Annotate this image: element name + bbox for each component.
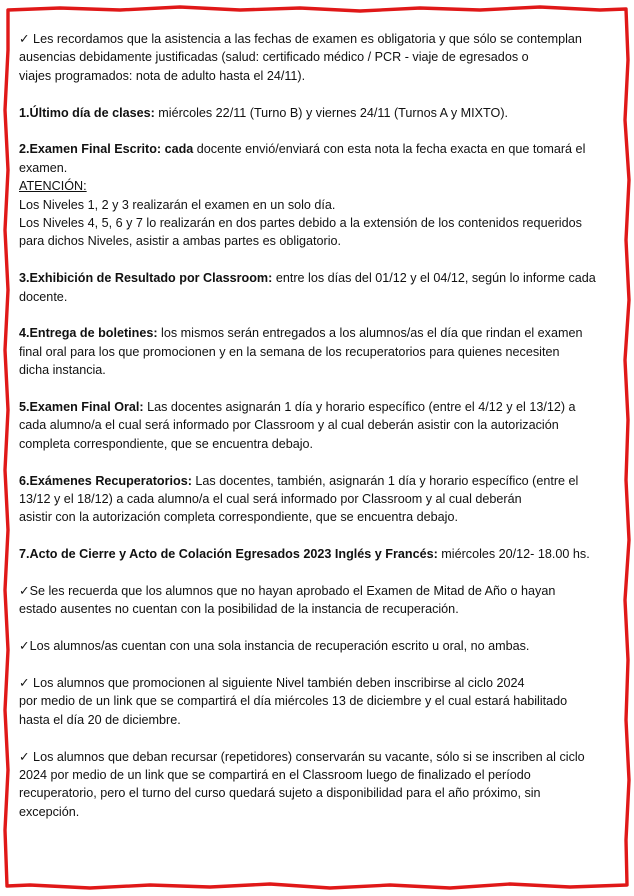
item-text: miércoles 22/11 (Turno B) y viernes 24/11 (Turnos A y MIXTO).	[154, 105, 509, 120]
item-text: dicha instancia.	[19, 363, 106, 378]
note-text: Se les recuerda que los alumnos que no hayan aprobado el Examen de Mitad de Año o hayan	[29, 584, 556, 599]
checkmark-icon: ✓	[19, 584, 30, 599]
item-text: final oral para los que promocionen y en la semana de los recuperatorios para quienes necesiten	[19, 344, 560, 359]
item-title: 1.Último día de clases:	[19, 105, 155, 120]
item-title: 3.Exhibición de Resultado por Classroom:	[19, 271, 273, 286]
note-repeaters	[19, 748, 617, 822]
intro-line: Les recordamos que la asistencia a las fechas de examen es obligatoria y que sólo se contemplan	[29, 32, 582, 46]
item-text: Los Niveles 1, 2 y 3 realizarán el examen en un solo día.	[19, 197, 336, 212]
note-text: Los alumnos que deban recursar (repetidores) conservarán su vacante, sólo si se inscriben al ciclo	[29, 749, 585, 764]
item-title: 7.Acto de Cierre y Acto de Colación Egresados 2023 Inglés y Francés:	[19, 547, 438, 562]
item-text: completa correspondiente, que se encuentra debajo.	[19, 436, 314, 451]
intro-line: viajes programados: nota de adulto hasta el 24/11).	[19, 68, 306, 83]
item-title: 4.Entrega de boletines:	[19, 326, 158, 341]
note-text: recuperatorio, pero el turno del curso quedará sujeto a disponibilidad para el año próximo, sin	[19, 786, 541, 801]
item-oral-exam	[19, 398, 617, 453]
item-text: Los Niveles 4, 5, 6 y 7 lo realizarán en dos partes debido a la extensión de los contenidos requeridos	[19, 216, 582, 231]
item-title: 2.Examen Final Escrito: cada	[19, 142, 194, 157]
note-text: Los alumnos/as cuentan con una sola instancia de recuperación escrito u oral, no ambas.	[29, 639, 530, 654]
item-results-classroom	[19, 269, 617, 306]
item-text: docente envió/enviará con esta nota la fecha exacta en que tomará el	[193, 142, 586, 157]
item-text: Las docentes asignarán 1 día y horario específico (entre el 4/12 y el 13/12) a	[143, 400, 576, 415]
note-text: estado ausentes no cuentan con la posibilidad de la instancia de recuperación.	[19, 602, 459, 617]
item-text: los mismos serán entregados a los alumnos/as el día que rindan el examen	[157, 326, 583, 341]
item-title: 5.Examen Final Oral:	[19, 400, 144, 415]
attention-label: ATENCIÓN:	[19, 179, 87, 194]
note-text: 2024 por medio de un link que se compartirá en el Classroom luego de finalizado el período	[19, 768, 531, 783]
item-written-exam	[19, 140, 617, 250]
item-text: para dichos Niveles, asistir a ambas partes es obligatorio.	[19, 234, 341, 249]
item-last-class-day	[19, 104, 617, 122]
note-midyear-exam	[19, 582, 617, 619]
intro-line: ausencias debidamente justificadas (salud: certificado médico / PCR - viaje de egresados o	[19, 50, 529, 65]
item-text: asistir con la autorización completa correspondiente, que se encuentra debajo.	[19, 510, 458, 525]
checkmark-icon: ✓	[19, 639, 30, 654]
item-text: Las docentes, también, asignarán 1 día y horario específico (entre el	[191, 473, 579, 488]
item-text: miércoles 20/12- 18.00 hs.	[437, 547, 590, 562]
notice-content	[19, 30, 617, 840]
checkmark-icon: ✓	[19, 676, 30, 691]
checkmark-icon: ✓	[19, 749, 30, 764]
note-single-instance	[19, 637, 617, 655]
item-text: 13/12 y el 18/12) a cada alumno/a el cual será informado por Classroom y al cual deberán	[19, 492, 522, 507]
note-text: por medio de un link que se compartirá el día miércoles 13 de diciembre y el cual estará habilitado	[19, 694, 568, 709]
item-report-cards	[19, 324, 617, 379]
item-makeup-exams	[19, 472, 617, 527]
note-text: excepción.	[19, 804, 80, 819]
note-text: Los alumnos que promocionen al siguiente Nivel también deben inscribirse al ciclo 2024	[29, 676, 525, 691]
checkmark-icon: ✓	[19, 32, 30, 46]
item-text: docente.	[19, 289, 68, 304]
intro-paragraph	[19, 30, 617, 85]
item-title: 6.Exámenes Recuperatorios:	[19, 473, 192, 488]
item-text: entre los días del 01/12 y el 04/12, según lo informe cada	[272, 271, 596, 286]
item-text: cada alumno/a el cual será informado por Classroom y al cual deberán asistir con la autorización	[19, 418, 559, 433]
item-closing-ceremony	[19, 545, 617, 563]
note-enrollment-promoted	[19, 674, 617, 729]
item-text: examen.	[19, 160, 68, 175]
note-text: hasta el día 20 de diciembre.	[19, 712, 181, 727]
